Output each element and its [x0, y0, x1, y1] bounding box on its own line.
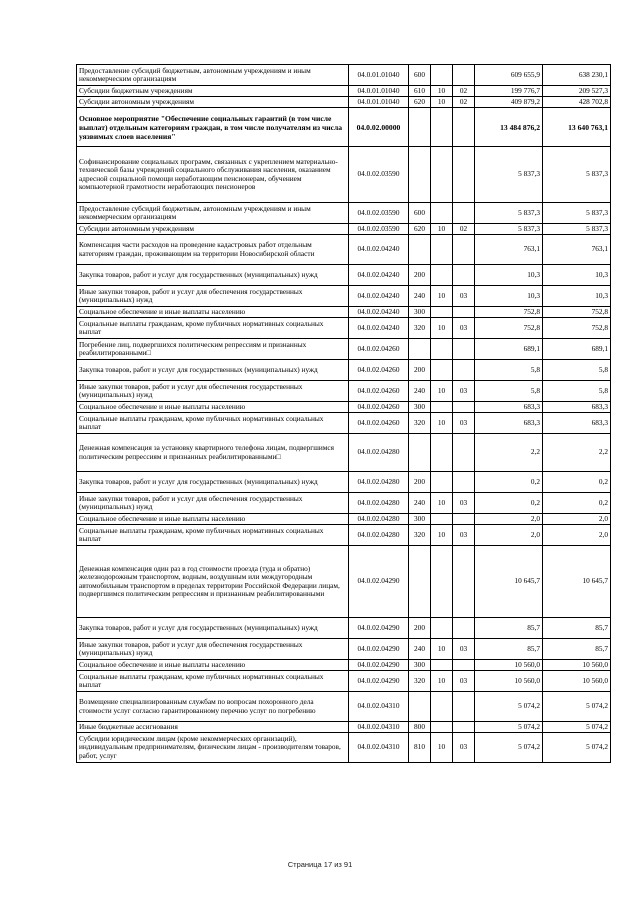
row-amount-year2: 683,3	[543, 402, 611, 413]
row-expense-type: 810	[409, 733, 431, 763]
row-amount-year2: 10 560,0	[543, 671, 611, 692]
row-amount-year1: 0,2	[475, 472, 543, 493]
row-expense-type	[409, 434, 431, 472]
row-subsection: 03	[453, 381, 475, 402]
row-code: 04.0.02.04290	[349, 546, 409, 618]
table-row	[77, 514, 611, 525]
row-name: Предоставление субсидий бюджетным, автономным учреждениям и иным некоммерческим организациям	[77, 65, 349, 86]
row-subsection: 03	[453, 286, 475, 307]
row-amount-year1: 5,8	[475, 381, 543, 402]
row-subsection	[453, 402, 475, 413]
row-name: Закупка товаров, работ и услуг для государственных (муниципальных) нужд	[77, 360, 349, 381]
table-body	[77, 65, 611, 763]
row-section: 10	[431, 86, 453, 97]
row-name: Социальные выплаты гражданам, кроме публичных нормативных социальных выплат	[77, 318, 349, 339]
row-name: Социальные выплаты гражданам, кроме публичных нормативных социальных выплат	[77, 413, 349, 434]
table-row	[77, 235, 611, 265]
table-row	[77, 203, 611, 224]
row-name: Социальное обеспечение и иные выплаты населению	[77, 660, 349, 671]
row-amount-year2: 689,1	[543, 339, 611, 360]
row-amount-year1: 0,2	[475, 493, 543, 514]
row-expense-type: 200	[409, 618, 431, 639]
row-subsection	[453, 235, 475, 265]
row-name: Денежная компенсация один раз в год стоимости проезда (туда и обратно) железнодорожным транспортом, водным, воздушным или междугородным автомобильным транспортом в пределах территории Российской Федерации лицам, подвергшимся политическим репрессиям и признанным реабилитированными	[77, 546, 349, 618]
row-amount-year2: 5,8	[543, 381, 611, 402]
row-code: 04.0.02.04260	[349, 402, 409, 413]
row-section	[431, 618, 453, 639]
row-name: Компенсация части расходов на проведение кадастровых работ отдельным категориям граждан, проживающим на территории Новосибирской области	[77, 235, 349, 265]
row-amount-year1: 683,3	[475, 413, 543, 434]
row-amount-year2: 5,8	[543, 360, 611, 381]
row-subsection: 02	[453, 97, 475, 108]
row-amount-year1: 752,8	[475, 318, 543, 339]
row-amount-year1: 409 879,2	[475, 97, 543, 108]
row-subsection: 03	[453, 493, 475, 514]
row-subsection	[453, 660, 475, 671]
row-expense-type: 300	[409, 307, 431, 318]
row-name: Иные закупки товаров, работ и услуг для обеспечения государственных (муниципальных) нужд	[77, 493, 349, 514]
row-expense-type: 240	[409, 639, 431, 660]
row-amount-year2: 5 837,3	[543, 147, 611, 203]
row-code: 04.0.02.04260	[349, 413, 409, 434]
row-expense-type: 620	[409, 224, 431, 235]
row-code: 04.0.02.04280	[349, 493, 409, 514]
row-amount-year2: 10,3	[543, 286, 611, 307]
row-amount-year1: 85,7	[475, 618, 543, 639]
row-expense-type: 240	[409, 493, 431, 514]
row-amount-year1: 763,1	[475, 235, 543, 265]
row-amount-year2: 5 074,2	[543, 692, 611, 722]
row-section: 10	[431, 318, 453, 339]
table-row	[77, 618, 611, 639]
row-amount-year2: 5 837,3	[543, 224, 611, 235]
row-amount-year2: 0,2	[543, 493, 611, 514]
row-subsection: 02	[453, 86, 475, 97]
row-amount-year2: 638 230,1	[543, 65, 611, 86]
row-expense-type: 300	[409, 514, 431, 525]
row-code: 04.0.02.04240	[349, 235, 409, 265]
row-subsection	[453, 618, 475, 639]
row-code: 04.0.02.04310	[349, 692, 409, 722]
row-amount-year2: 5 074,2	[543, 722, 611, 733]
row-code: 04.0.02.04260	[349, 339, 409, 360]
row-name: Денежная компенсация за установку квартирного телефона лицам, подвергшимся политическим репрессиям и признанных реабилитированными□	[77, 434, 349, 472]
row-name: Софинансирование социальных программ, связанных с укреплением материально-технической базы учреждений социального обслуживания населения, оказанием адресной социальной помощи неработающим пенсионерам, обучением компьютерной грамотности неработающих пенсионеров	[77, 147, 349, 203]
row-section	[431, 546, 453, 618]
row-expense-type: 240	[409, 381, 431, 402]
row-section	[431, 692, 453, 722]
row-amount-year2: 763,1	[543, 235, 611, 265]
table-row	[77, 147, 611, 203]
row-section	[431, 360, 453, 381]
row-code: 04.0.02.04260	[349, 381, 409, 402]
row-code: 04.0.02.03590	[349, 203, 409, 224]
table-row	[77, 472, 611, 493]
row-amount-year2: 752,8	[543, 307, 611, 318]
row-section	[431, 434, 453, 472]
row-section: 10	[431, 381, 453, 402]
row-section	[431, 265, 453, 286]
row-subsection	[453, 339, 475, 360]
row-code: 04.0.01.01040	[349, 86, 409, 97]
row-subsection	[453, 108, 475, 147]
row-expense-type: 800	[409, 722, 431, 733]
row-code: 04.0.02.04290	[349, 660, 409, 671]
table-row	[77, 65, 611, 86]
row-section	[431, 402, 453, 413]
row-subsection	[453, 203, 475, 224]
row-section	[431, 339, 453, 360]
row-name: Социальное обеспечение и иные выплаты населению	[77, 514, 349, 525]
row-amount-year1: 5 074,2	[475, 733, 543, 763]
table-row	[77, 286, 611, 307]
row-amount-year2: 10 645,7	[543, 546, 611, 618]
row-expense-type: 200	[409, 360, 431, 381]
row-code: 04.0.02.04290	[349, 618, 409, 639]
row-section: 10	[431, 97, 453, 108]
row-section	[431, 722, 453, 733]
row-code: 04.0.02.04310	[349, 722, 409, 733]
row-expense-type: 300	[409, 402, 431, 413]
budget-table	[76, 64, 611, 763]
row-code: 04.0.02.04290	[349, 671, 409, 692]
row-code: 04.0.02.04240	[349, 318, 409, 339]
table-row	[77, 381, 611, 402]
row-subsection	[453, 692, 475, 722]
row-section	[431, 147, 453, 203]
row-expense-type: 320	[409, 671, 431, 692]
row-section	[431, 514, 453, 525]
row-expense-type	[409, 339, 431, 360]
table-row	[77, 413, 611, 434]
row-amount-year1: 199 776,7	[475, 86, 543, 97]
table-row	[77, 639, 611, 660]
row-expense-type	[409, 147, 431, 203]
row-amount-year2: 752,8	[543, 318, 611, 339]
row-expense-type: 200	[409, 472, 431, 493]
row-section	[431, 108, 453, 147]
row-subsection	[453, 65, 475, 86]
table-row	[77, 434, 611, 472]
row-expense-type: 600	[409, 65, 431, 86]
row-code: 04.0.02.04240	[349, 265, 409, 286]
row-amount-year2: 13 640 763,1	[543, 108, 611, 147]
row-name: Погребение лиц, подвергшихся политическим репрессиям и признанных реабилитированными□	[77, 339, 349, 360]
row-expense-type	[409, 108, 431, 147]
row-amount-year1: 609 655,9	[475, 65, 543, 86]
row-section: 10	[431, 413, 453, 434]
table-row	[77, 339, 611, 360]
row-amount-year1: 13 484 876,2	[475, 108, 543, 147]
row-name: Субсидии автономным учреждениям	[77, 224, 349, 235]
row-section	[431, 235, 453, 265]
row-name: Социальные выплаты гражданам, кроме публичных нормативных социальных выплат	[77, 525, 349, 546]
table-row	[77, 525, 611, 546]
row-subsection	[453, 307, 475, 318]
page-number: Страница 17 из 91	[287, 860, 353, 869]
row-subsection	[453, 265, 475, 286]
row-expense-type	[409, 692, 431, 722]
row-subsection	[453, 472, 475, 493]
row-name: Основное мероприятие "Обеспечение социальных гарантий (в том числе выплат) отдельным категориям граждан, в том числе получателям из числа уязвимых слоев населения"	[77, 108, 349, 147]
row-subsection: 03	[453, 639, 475, 660]
row-amount-year1: 85,7	[475, 639, 543, 660]
row-subsection	[453, 434, 475, 472]
row-amount-year1: 5 837,3	[475, 224, 543, 235]
row-expense-type: 610	[409, 86, 431, 97]
table-row	[77, 671, 611, 692]
row-amount-year1: 2,0	[475, 514, 543, 525]
row-name: Закупка товаров, работ и услуг для государственных (муниципальных) нужд	[77, 265, 349, 286]
row-name: Иные бюджетные ассигнования	[77, 722, 349, 733]
row-subsection	[453, 546, 475, 618]
row-amount-year1: 5 837,3	[475, 147, 543, 203]
row-code: 04.0.01.01040	[349, 65, 409, 86]
row-amount-year2: 85,7	[543, 639, 611, 660]
table-row	[77, 722, 611, 733]
row-code: 04.0.02.04280	[349, 472, 409, 493]
row-expense-type: 320	[409, 413, 431, 434]
row-code: 04.0.02.03590	[349, 224, 409, 235]
row-section: 10	[431, 224, 453, 235]
row-section	[431, 472, 453, 493]
row-code: 04.0.02.04280	[349, 514, 409, 525]
row-amount-year1: 10 560,0	[475, 660, 543, 671]
table-row	[77, 224, 611, 235]
row-amount-year1: 10,3	[475, 286, 543, 307]
row-expense-type: 320	[409, 318, 431, 339]
row-subsection	[453, 147, 475, 203]
row-name: Субсидии автономным учреждениям	[77, 97, 349, 108]
row-name: Закупка товаров, работ и услуг для государственных (муниципальных) нужд	[77, 472, 349, 493]
row-subsection: 03	[453, 525, 475, 546]
row-expense-type: 240	[409, 286, 431, 307]
row-amount-year2: 2,0	[543, 525, 611, 546]
row-amount-year2: 2,2	[543, 434, 611, 472]
row-amount-year1: 5 074,2	[475, 722, 543, 733]
row-subsection: 02	[453, 224, 475, 235]
table-row	[77, 86, 611, 97]
row-code: 04.0.02.04280	[349, 525, 409, 546]
row-code: 04.0.02.04290	[349, 639, 409, 660]
row-amount-year1: 10,3	[475, 265, 543, 286]
row-subsection: 03	[453, 413, 475, 434]
row-name: Социальное обеспечение и иные выплаты населению	[77, 307, 349, 318]
row-section: 10	[431, 525, 453, 546]
row-name: Иные закупки товаров, работ и услуг для обеспечения государственных (муниципальных) нужд	[77, 286, 349, 307]
row-amount-year1: 5 837,3	[475, 203, 543, 224]
row-code: 04.0.01.01040	[349, 97, 409, 108]
row-code: 04.0.02.04310	[349, 733, 409, 763]
row-code: 04.0.02.04260	[349, 360, 409, 381]
row-section: 10	[431, 639, 453, 660]
row-code: 04.0.02.04240	[349, 286, 409, 307]
table-row	[77, 108, 611, 147]
row-subsection	[453, 360, 475, 381]
row-expense-type: 600	[409, 203, 431, 224]
row-amount-year2: 683,3	[543, 413, 611, 434]
row-amount-year1: 5 074,2	[475, 692, 543, 722]
table-row	[77, 546, 611, 618]
row-expense-type: 620	[409, 97, 431, 108]
row-name: Иные закупки товаров, работ и услуг для обеспечения государственных (муниципальных) нужд	[77, 381, 349, 402]
row-subsection	[453, 722, 475, 733]
row-name: Предоставление субсидий бюджетным, автономным учреждениям и иным некоммерческим организациям	[77, 203, 349, 224]
row-section	[431, 203, 453, 224]
row-amount-year1: 10 560,0	[475, 671, 543, 692]
row-amount-year2: 5 837,3	[543, 203, 611, 224]
row-code: 04.0.02.04240	[349, 307, 409, 318]
row-section: 10	[431, 671, 453, 692]
row-amount-year2: 10,3	[543, 265, 611, 286]
row-name: Субсидии юридическим лицам (кроме некоммерческих организаций), индивидуальным предпринимателям, физическим лицам - производителям товаров, работ, услуг	[77, 733, 349, 763]
table-row	[77, 733, 611, 763]
row-amount-year1: 5,8	[475, 360, 543, 381]
row-amount-year1: 2,0	[475, 525, 543, 546]
row-amount-year1: 2,2	[475, 434, 543, 472]
row-amount-year2: 5 074,2	[543, 733, 611, 763]
row-expense-type	[409, 546, 431, 618]
row-amount-year2: 0,2	[543, 472, 611, 493]
table-row	[77, 493, 611, 514]
table-row	[77, 660, 611, 671]
row-amount-year1: 752,8	[475, 307, 543, 318]
row-name: Социальные выплаты гражданам, кроме публичных нормативных социальных выплат	[77, 671, 349, 692]
row-section	[431, 660, 453, 671]
row-name: Закупка товаров, работ и услуг для государственных (муниципальных) нужд	[77, 618, 349, 639]
row-subsection: 03	[453, 733, 475, 763]
row-subsection	[453, 514, 475, 525]
row-expense-type: 320	[409, 525, 431, 546]
row-name: Субсидии бюджетным учреждениям	[77, 86, 349, 97]
row-name: Иные закупки товаров, работ и услуг для обеспечения государственных (муниципальных) нужд	[77, 639, 349, 660]
row-name: Социальное обеспечение и иные выплаты населению	[77, 402, 349, 413]
row-section	[431, 65, 453, 86]
row-amount-year1: 10 645,7	[475, 546, 543, 618]
row-amount-year2: 209 527,3	[543, 86, 611, 97]
table-row	[77, 318, 611, 339]
row-section	[431, 307, 453, 318]
row-expense-type	[409, 235, 431, 265]
table-row	[77, 360, 611, 381]
row-name: Возмещение специализированным службам по вопросам похоронного дела стоимости услуг согласно гарантированному перечню услуг по погребению	[77, 692, 349, 722]
row-amount-year2: 428 702,8	[543, 97, 611, 108]
row-subsection: 03	[453, 318, 475, 339]
row-section: 10	[431, 286, 453, 307]
row-code: 04.0.02.04280	[349, 434, 409, 472]
row-code: 04.0.02.00000	[349, 108, 409, 147]
row-subsection: 03	[453, 671, 475, 692]
table-row	[77, 402, 611, 413]
row-expense-type: 200	[409, 265, 431, 286]
table-row	[77, 97, 611, 108]
row-amount-year2: 85,7	[543, 618, 611, 639]
table-row	[77, 265, 611, 286]
row-amount-year2: 10 560,0	[543, 660, 611, 671]
row-amount-year1: 689,1	[475, 339, 543, 360]
table-row	[77, 307, 611, 318]
row-code: 04.0.02.03590	[349, 147, 409, 203]
row-amount-year1: 683,3	[475, 402, 543, 413]
row-section: 10	[431, 733, 453, 763]
row-amount-year2: 2,0	[543, 514, 611, 525]
row-expense-type: 300	[409, 660, 431, 671]
table-row	[77, 692, 611, 722]
row-section: 10	[431, 493, 453, 514]
